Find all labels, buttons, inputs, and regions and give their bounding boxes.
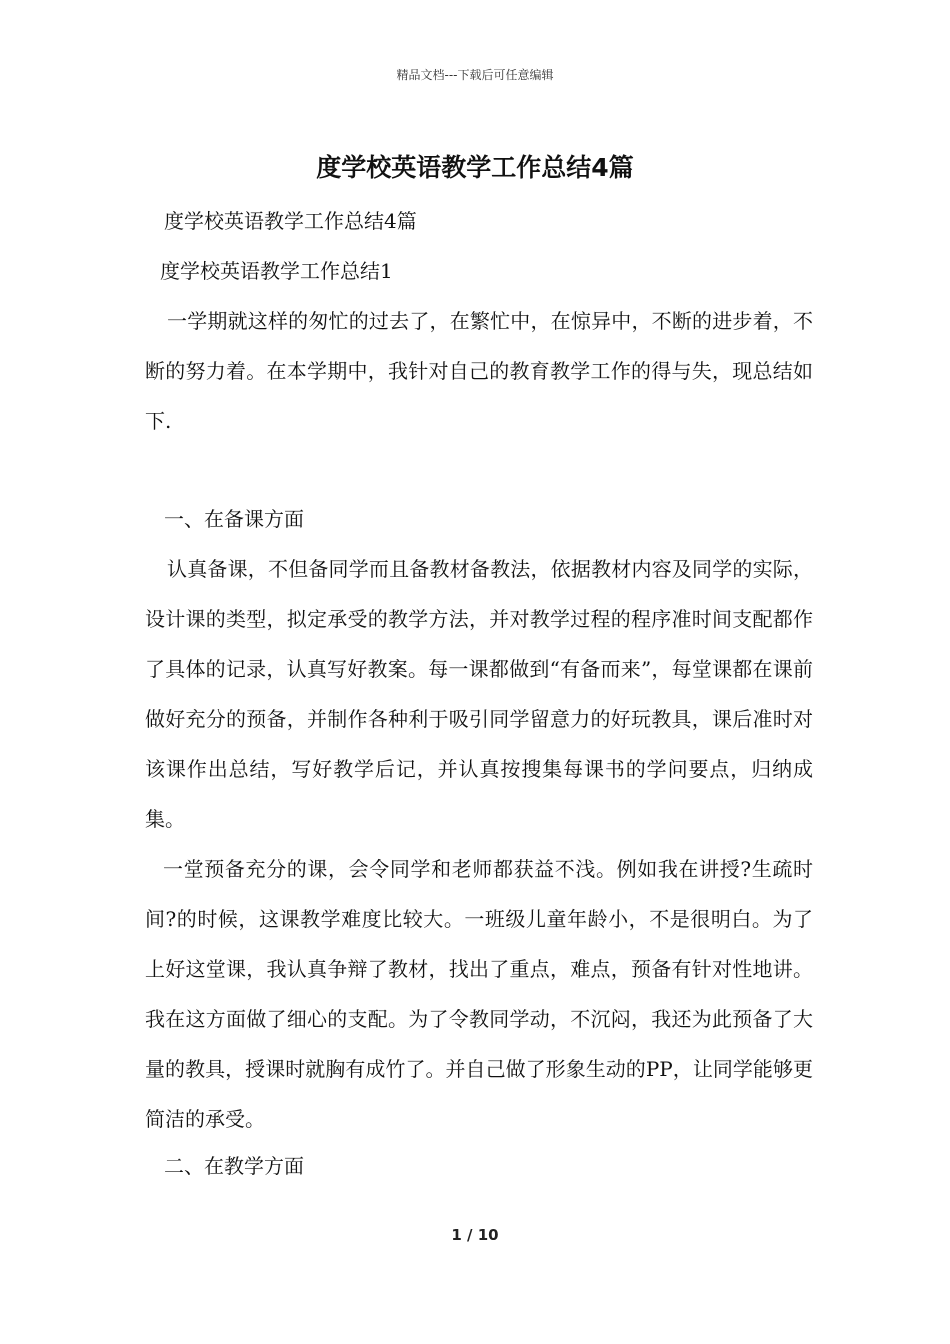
- paragraph-preparation: 认真备课，不但备同学而且备教材备教法，依据教材内容及同学的实际，设计课的类型，拟定承受的教学方法，并对教学过程的程序准时间支配都作了具体的记录，认真写好教案。每一课都做到“有备而来”，每堂课都在课前做好充分的预备，并制作各种利于吸引同学留意力的好玩教具，课后准时对该课作出总结，写好教学后记，并认真按搜集每课书的学问要点，归纳成集。: [145, 557, 813, 831]
- section-heading: 度学校英语教学工作总结1: [160, 259, 393, 283]
- subtitle: 度学校英语教学工作总结4篇: [164, 209, 417, 233]
- page-number: 1 / 10: [451, 1226, 499, 1244]
- heading-teaching: 二、在教学方面: [164, 1154, 304, 1178]
- page-header: 精品文档---下载后可任意编辑: [396, 68, 554, 82]
- paragraph-intro: 一学期就这样的匆忙的过去了，在繁忙中，在惊异中，不断的进步着，不断的努力着。在本学期中，我针对自己的教育教学工作的得与失，现总结如下.: [145, 309, 813, 433]
- paragraph-example: 一堂预备充分的课，会令同学和老师都获益不浅。例如我在讲授?生疏时间?的时候，这课教学难度比较大。一班级儿童年龄小，不是很明白。为了上好这堂课，我认真争辩了教材，找出了重点，难点，预备有针对性地讲。我在这方面做了细心的支配。为了令教同学动，不沉闷，我还为此预备了大量的教具，授课时就胸有成竹了。并自己做了形象生动的PP，让同学能够更简洁的承受。: [145, 857, 813, 1131]
- heading-preparation: 一、在备课方面: [164, 507, 304, 531]
- document-title: 度学校英语教学工作总结4篇: [316, 153, 634, 182]
